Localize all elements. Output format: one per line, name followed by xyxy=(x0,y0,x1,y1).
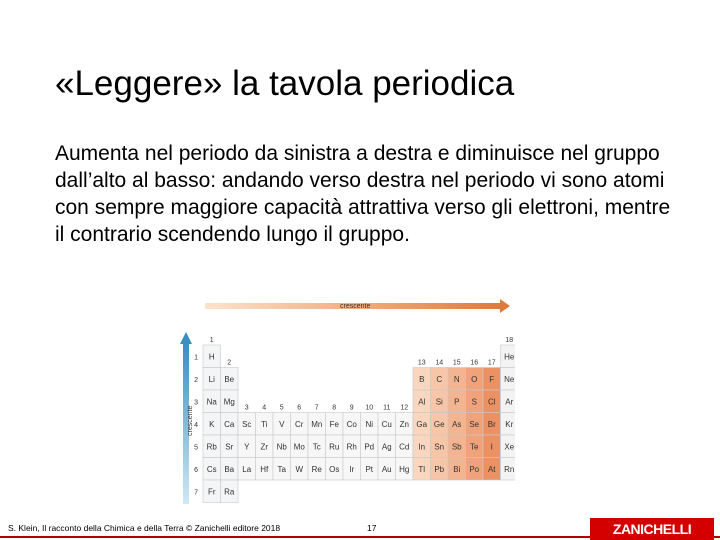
group-label: 9 xyxy=(349,404,354,412)
element-symbol: In xyxy=(418,442,426,452)
group-label: 11 xyxy=(383,404,391,412)
element-symbol: Hf xyxy=(260,464,269,474)
element-symbol: Te xyxy=(470,442,479,452)
element-symbol: Cu xyxy=(381,419,392,429)
side-arrow xyxy=(180,332,194,504)
element-symbol: W xyxy=(295,464,304,474)
group-label: 6 xyxy=(297,404,302,412)
element-symbol: F xyxy=(489,374,495,384)
element-symbol: P xyxy=(454,397,460,407)
period-label: 7 xyxy=(194,489,198,497)
element-symbol: He xyxy=(504,352,515,362)
element-symbol: Co xyxy=(346,419,357,429)
group-label: 5 xyxy=(279,404,284,412)
element-symbol: Hg xyxy=(399,464,410,474)
element-symbol: Mg xyxy=(223,397,235,407)
element-symbol: Na xyxy=(206,397,217,407)
group-label: 4 xyxy=(262,404,267,412)
period-label: 2 xyxy=(194,376,198,384)
element-symbol: At xyxy=(487,464,496,474)
element-symbol: Br xyxy=(487,419,496,429)
element-symbol: Pt xyxy=(365,464,374,474)
element-symbol: H xyxy=(208,352,215,362)
element-symbol: V xyxy=(279,419,285,429)
group-label: 14 xyxy=(435,359,444,367)
element-symbol: Ba xyxy=(224,464,235,474)
element-symbol: Ga xyxy=(416,419,428,429)
element-symbol: Si xyxy=(435,397,443,407)
element-symbol: S xyxy=(471,397,477,407)
publisher-logo: ZANICHELLI xyxy=(590,518,714,540)
element-symbol: La xyxy=(242,464,252,474)
top-arrow-label: crescente xyxy=(340,303,371,310)
group-label: 12 xyxy=(400,404,409,412)
element-symbol: Xe xyxy=(504,442,515,452)
element-symbol: B xyxy=(419,374,425,384)
element-symbol: Tc xyxy=(312,442,321,452)
element-symbol: Ra xyxy=(224,487,235,497)
element-symbol: Zn xyxy=(399,419,409,429)
period-label: 1 xyxy=(194,354,198,362)
element-symbol: Ar xyxy=(505,397,514,407)
element-symbol: Sc xyxy=(242,419,252,429)
period-label: 3 xyxy=(194,399,198,407)
element-symbol: Sb xyxy=(451,442,462,452)
element-symbol: Al xyxy=(418,397,426,407)
element-symbol: Pd xyxy=(364,442,375,452)
element-symbol: Rh xyxy=(346,442,357,452)
element-symbol: Re xyxy=(311,464,322,474)
top-arrow xyxy=(205,299,510,313)
element-symbol: Nb xyxy=(276,442,287,452)
element-symbol: Ta xyxy=(277,464,286,474)
side-arrow-label: crescente xyxy=(187,405,194,436)
group-label: 18 xyxy=(505,337,514,344)
periodic-table-figure xyxy=(170,296,515,510)
element-symbol: Cs xyxy=(206,464,217,474)
element-symbol: Li xyxy=(208,374,215,384)
page-number: 17 xyxy=(367,523,377,533)
element-symbol: Be xyxy=(224,374,235,384)
group-label: 16 xyxy=(470,359,479,367)
period-label: 6 xyxy=(194,466,198,474)
element-symbol: Rb xyxy=(206,442,217,452)
element-symbol: Ti xyxy=(261,419,268,429)
element-symbol: Ge xyxy=(433,419,445,429)
element-symbol: Cr xyxy=(295,419,304,429)
group-label: 1 xyxy=(209,337,214,344)
period-label: 5 xyxy=(194,444,198,452)
element-symbol: Ne xyxy=(504,374,515,384)
element-symbol: Fe xyxy=(329,419,339,429)
element-symbol: Tl xyxy=(418,464,426,474)
element-symbol: Ni xyxy=(365,419,374,429)
element-symbol: Au xyxy=(381,464,392,474)
group-label: 10 xyxy=(365,404,374,412)
element-symbol: Pb xyxy=(434,464,445,474)
element-symbol: Se xyxy=(469,419,480,429)
element-symbol: Ru xyxy=(329,442,340,452)
group-label: 17 xyxy=(487,359,496,367)
group-label: 13 xyxy=(417,359,426,367)
element-symbol: Mo xyxy=(293,442,305,452)
element-symbol: Zr xyxy=(260,442,269,452)
element-symbol: N xyxy=(453,374,460,384)
slide-title: «Leggere» la tavola periodica xyxy=(55,64,515,103)
element-symbol: Os xyxy=(329,464,340,474)
slide-body-text: Aumenta nel periodo da sinistra a destra e diminuisce nel gruppo dall’alto al basso: andando verso destra nel periodo vi sono atomi con sempre maggiore capacità attrattiva verso gli elettroni, mentre il contrario scendendo lungo il gruppo. xyxy=(55,142,671,246)
element-symbol: Rn xyxy=(504,464,515,474)
group-label: 7 xyxy=(314,404,319,412)
element-symbol: Sn xyxy=(434,442,445,452)
period-label: 4 xyxy=(194,421,198,429)
element-symbol: O xyxy=(471,374,478,384)
element-symbol: K xyxy=(209,419,215,429)
group-label: 3 xyxy=(244,404,249,412)
element-symbol: Cd xyxy=(399,442,410,452)
element-symbol: Ca xyxy=(224,419,235,429)
element-symbol: Cl xyxy=(487,397,496,407)
period-labels xyxy=(194,354,198,496)
element-symbol: Y xyxy=(244,442,250,452)
element-symbol: I xyxy=(490,442,493,452)
element-symbol: Po xyxy=(469,464,480,474)
element-symbol: Fr xyxy=(207,487,216,497)
periodic-table-svg xyxy=(170,296,515,510)
element-symbol: Bi xyxy=(453,464,461,474)
group-label: 8 xyxy=(332,404,337,412)
element-symbol: Kr xyxy=(505,419,514,429)
element-symbol: Ir xyxy=(349,464,355,474)
footer-citation: S. Klein, Il racconto della Chimica e della Terra © Zanichelli editore 2018 xyxy=(8,523,281,533)
element-symbol: Ag xyxy=(381,442,392,452)
element-symbol: C xyxy=(436,374,443,384)
element-symbol: Sr xyxy=(225,442,234,452)
element-symbol: Mn xyxy=(311,419,323,429)
element-symbol: As xyxy=(452,419,462,429)
group-label: 2 xyxy=(227,359,232,367)
element-cells xyxy=(203,345,515,503)
group-label: 15 xyxy=(452,359,461,367)
